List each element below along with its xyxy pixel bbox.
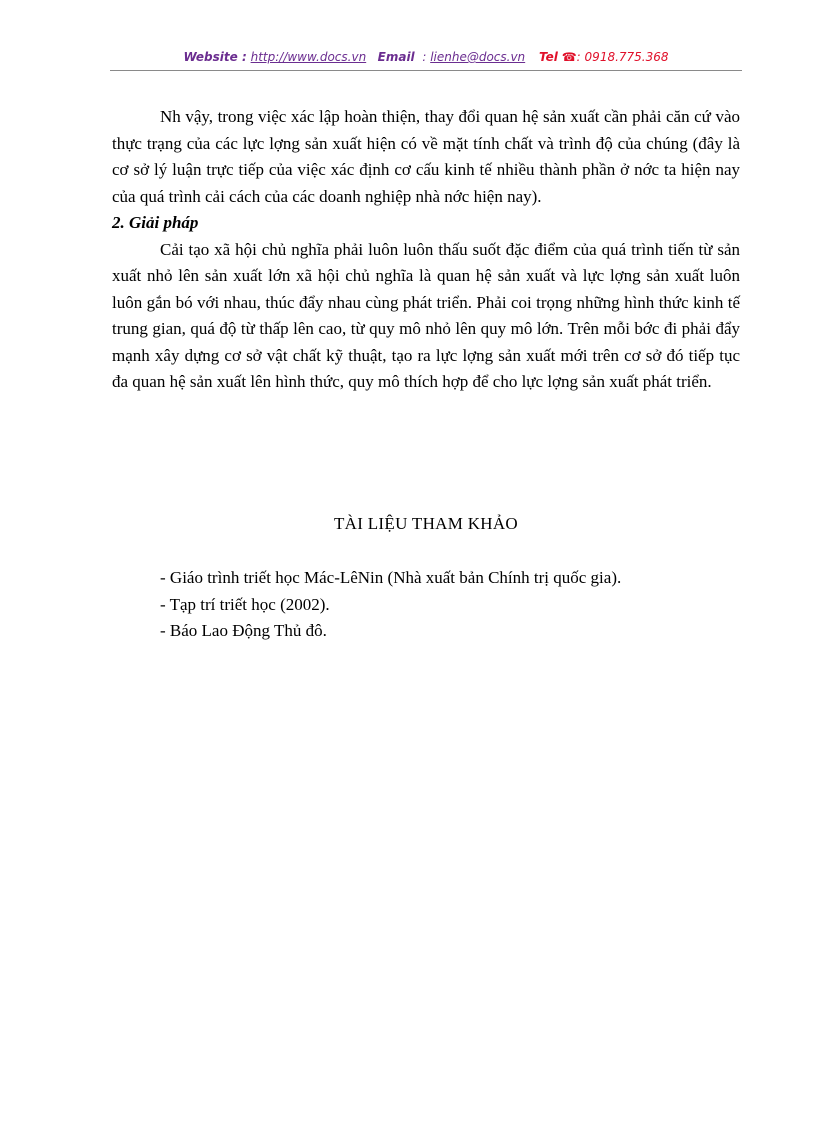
tel-label: Tel <box>539 50 558 64</box>
header-divider <box>110 70 742 71</box>
reference-item: - Tạp trí triết học (2002). <box>160 594 330 614</box>
reference-item: - Báo Lao Động Thủ đô. <box>160 621 327 640</box>
tel-value: 0918.775.368 <box>584 50 669 64</box>
reference-item: - Giáo trình triết học Mác-LêNin (Nhà xuất bản Chính trị quốc gia). <box>160 568 622 587</box>
references-title: TÀI LIỆU THAM KHẢO <box>333 514 519 533</box>
tel-separator: : <box>576 50 581 64</box>
paragraph-1: Nh vậy, trong việc xác lập hoàn thiện, thay đổi quan hệ sản xuất cần phải căn cứ vào thực trạng của các lực lợng sản xuất hiện có về mặt tính chất và trình độ của chúng (đây là cơ sở lý luận trực tiếp của việc xác định cơ cấu kinh tế nhiều thành phần ở nớc ta hiện nay của quá trình cải cách của các doanh nghiệp nhà nớc hiện nay). <box>112 107 740 206</box>
email-link[interactable]: lienhe@docs.vn <box>430 50 526 64</box>
phone-icon: ☎ <box>561 50 577 64</box>
page-header <box>110 50 742 64</box>
document-body <box>112 104 740 396</box>
email-separator: : <box>422 50 427 64</box>
section-heading: 2. Giải pháp <box>112 213 199 232</box>
paragraph-2: Cải tạo xã hội chủ nghĩa phải luôn luôn thấu suốt đặc điểm của quá trình tiến từ sản xuất nhỏ lên sản xuất lớn xã hội chủ nghĩa là quan hệ sản xuất và lực lợng sản xuất luôn luôn gắn bó với nhau, thúc đẩy nhau cùng phát triển. Phải coi trọng những hình thức kinh tế trung gian, quá độ từ thấp lên cao, từ quy mô nhỏ lên quy mô lớn. Trên mỗi bớc đi phải đẩy mạnh xây dựng cơ sở vật chất kỹ thuật, tạo ra lực lợng sản xuất mới trên cơ sở đó tiếp tục đa quan hệ sản xuất lên hình thức, quy mô thích hợp để cho lực lợng sản xuất phát triển. <box>112 239 740 391</box>
website-link[interactable]: http://www.docs.vn <box>250 50 367 64</box>
references-list <box>160 565 720 645</box>
email-label: Email <box>377 50 415 64</box>
website-label: Website : <box>183 50 247 64</box>
